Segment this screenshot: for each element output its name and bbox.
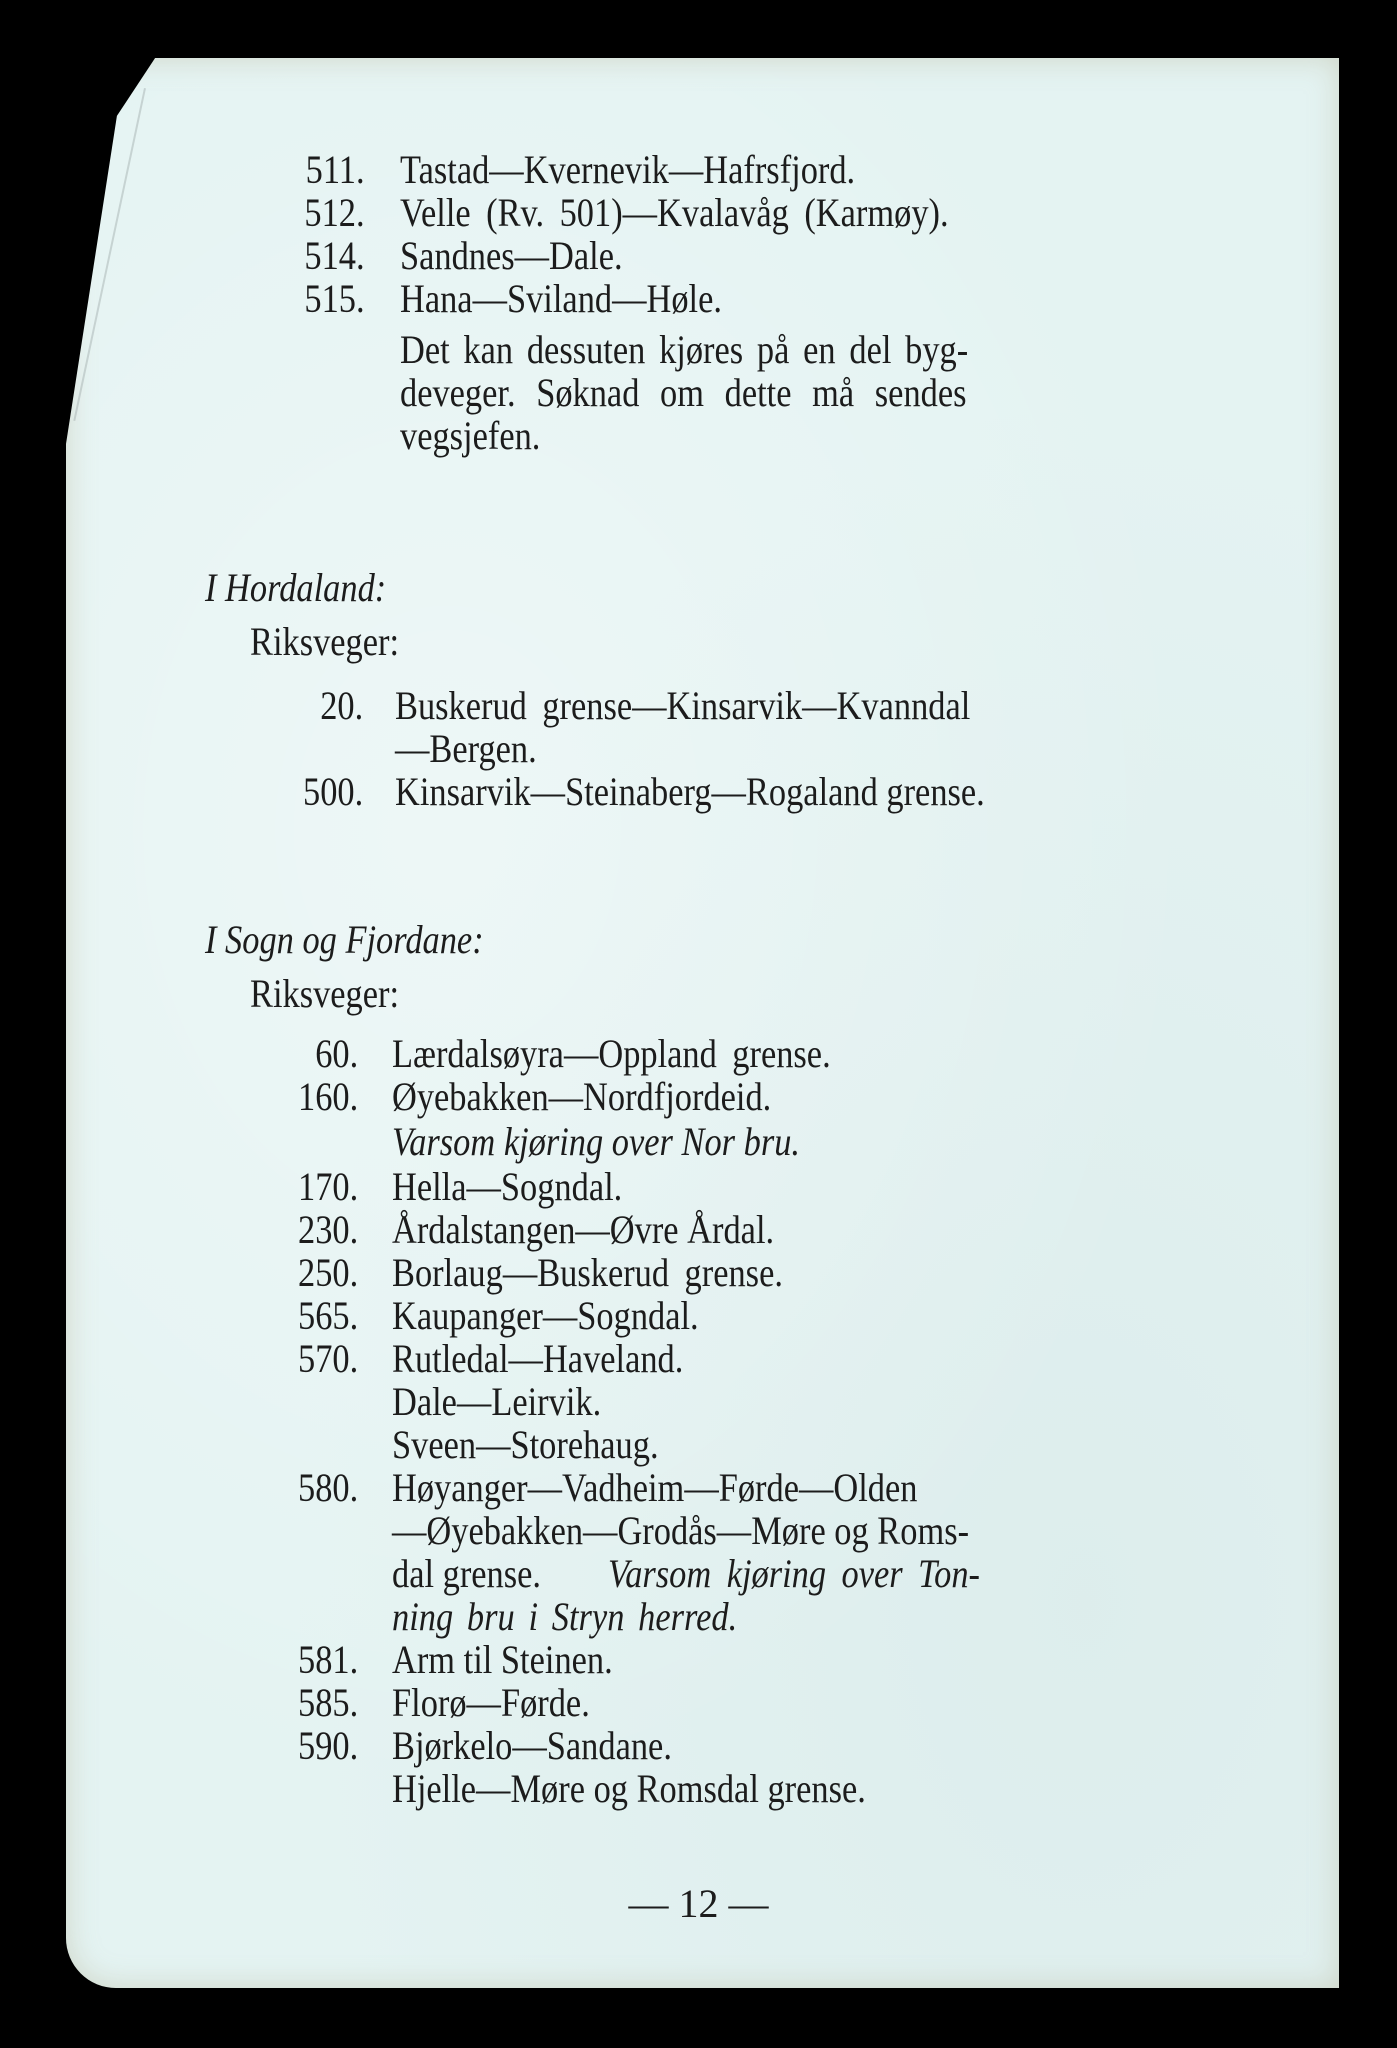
page-number: — 12 —: [628, 1881, 769, 1926]
entry-number: 250.: [298, 1250, 359, 1295]
torn-notch: [430, 0, 550, 36]
entry-number: 160.: [298, 1074, 359, 1119]
entry-note: Varsom kjøring over Nor bru.: [392, 1119, 801, 1164]
note-line: deveger. Søknad om dette må sendes: [400, 370, 967, 415]
entry-note: ning bru i Stryn herred.: [392, 1594, 738, 1639]
entry-text: Hella—Sogndal.: [392, 1164, 623, 1209]
entry-number: 565.: [298, 1293, 359, 1338]
entry-text: Øyebakken—Nordfjordeid.: [392, 1074, 772, 1119]
entry-number: 581.: [298, 1637, 359, 1682]
entry-text: Høyanger—Vadheim—Førde—Olden: [392, 1465, 918, 1510]
entry-number: 585.: [298, 1680, 359, 1725]
entry-number: 511.: [305, 147, 365, 192]
entry-number: 514.: [304, 233, 365, 278]
entry-number: 170.: [298, 1164, 359, 1209]
entry-number: 580.: [298, 1465, 359, 1510]
entry-text: Tastad—Kvernevik—Hafrsfjord.: [400, 147, 856, 192]
entry-text: Arm til Steinen.: [392, 1637, 613, 1682]
note-line: Det kan dessuten kjøres på en del byg-: [400, 327, 969, 372]
entry-text: Kinsarvik—Steinaberg—Rogaland grense.: [395, 769, 985, 814]
entry-text: Velle (Rv. 501)—Kvalavåg (Karmøy).: [400, 190, 949, 235]
entry-number: 515.: [304, 276, 365, 321]
entry-number: 60.: [315, 1031, 359, 1076]
entry-text: Rutledal—Haveland.: [392, 1336, 684, 1381]
entry-number: 20.: [320, 683, 364, 728]
entry-text: Hana—Sviland—Høle.: [400, 276, 722, 321]
entry-text: —Øyebakken—Grodås—Møre og Roms-: [392, 1508, 970, 1553]
entry-number: 230.: [298, 1207, 359, 1252]
note-line: vegsjefen.: [400, 413, 541, 458]
entry-number: 570.: [298, 1336, 359, 1381]
entry-text: Lærdalsøyra—Oppland grense.: [392, 1031, 831, 1076]
entry-text: Hjelle—Møre og Romsdal grense.: [392, 1766, 866, 1811]
entry-text: Sandnes—Dale.: [400, 233, 623, 278]
entry-text: Årdalstangen—Øvre Årdal.: [392, 1207, 775, 1252]
entry-text: Bjørkelo—Sandane.: [392, 1723, 672, 1768]
entry-text: Florø—Førde.: [392, 1680, 590, 1725]
entry-text: Kaupanger—Sogndal.: [392, 1293, 699, 1338]
section-heading-sogn-og-fjordane: I Sogn og Fjordane:: [205, 917, 484, 962]
entry-text: Borlaug—Buskerud grense.: [392, 1250, 783, 1295]
entry-number: 500.: [303, 769, 364, 814]
entry-text: —Bergen.: [395, 726, 537, 771]
entry-text: Sveen—Storehaug.: [392, 1422, 659, 1467]
entry-note: Varsom kjøring over Ton-: [608, 1551, 980, 1596]
section-heading-hordaland: I Hordaland:: [205, 565, 387, 610]
entry-number: 512.: [304, 190, 365, 235]
subheading-riksveger: Riksveger:: [250, 971, 400, 1016]
entry-number: 590.: [298, 1723, 359, 1768]
entry-text: dal grense.: [392, 1551, 542, 1596]
subheading-riksveger: Riksveger:: [250, 619, 400, 664]
entry-text: Buskerud grense—Kinsarvik—Kvanndal: [395, 683, 971, 728]
paper-fold-crease: [73, 88, 146, 421]
entry-text: Dale—Leirvik.: [392, 1379, 602, 1424]
